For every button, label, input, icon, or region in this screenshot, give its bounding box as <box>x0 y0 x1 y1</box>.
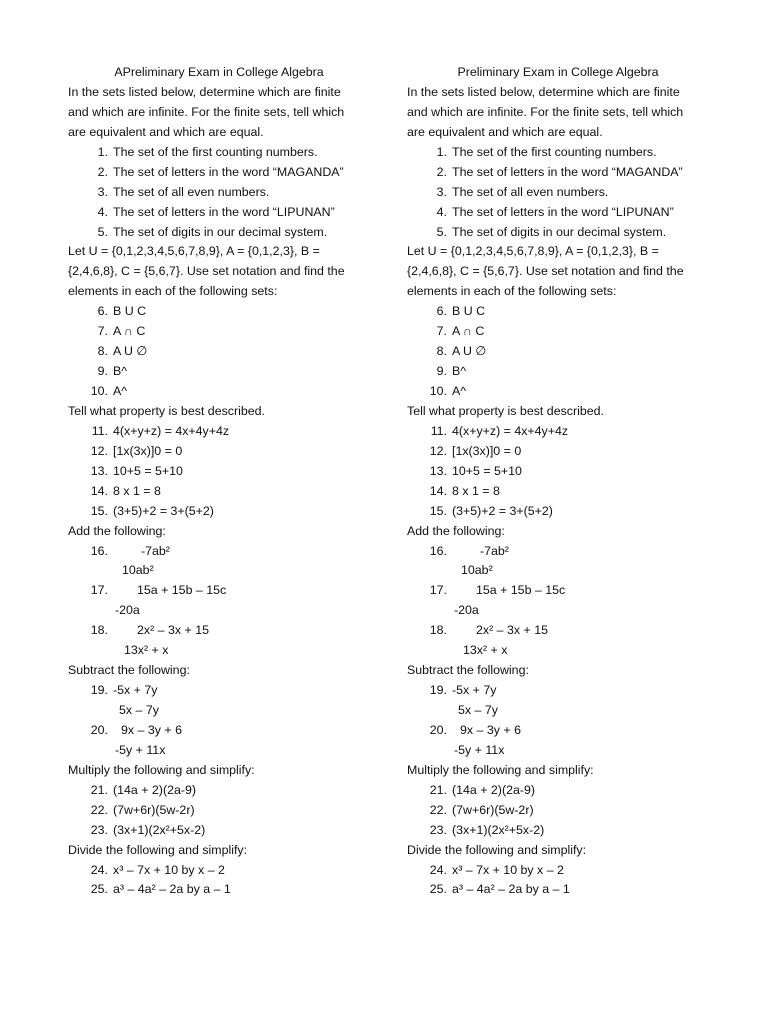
question-item <box>407 581 709 601</box>
question-text: 4(x+y+z) = 4x+4y+4z <box>113 423 230 438</box>
question-number: 11. <box>430 423 447 438</box>
question-item <box>407 302 709 322</box>
question-item <box>407 781 709 801</box>
question-number: 5. <box>436 224 447 239</box>
question-number: 7. <box>436 324 447 339</box>
question-text: B U C <box>452 304 486 319</box>
question-text: 10+5 = 5+10 <box>452 463 522 478</box>
question-item <box>68 801 370 821</box>
question-number: 11. <box>91 423 108 438</box>
question-continuation: 5x – 7y <box>458 703 498 717</box>
question-text: 2x² – 3x + 15 <box>137 623 209 638</box>
question-item <box>68 681 370 701</box>
instruction-text: Let U = {0,1,2,3,4,5,6,7,8,9}, A = {0,1,2,3}, B = <box>407 244 659 259</box>
question-item <box>407 462 709 482</box>
question-item <box>407 422 709 442</box>
question-number: 3. <box>436 184 447 199</box>
question-number: 21. <box>90 782 108 797</box>
question-text: A U ∅ <box>452 344 487 359</box>
question-continuation: -20a <box>454 603 479 618</box>
section-heading: Add the following: <box>68 523 166 538</box>
question-text: (3x+1)(2x²+5x-2) <box>113 822 206 837</box>
question-number: 23. <box>90 822 108 837</box>
question-item <box>68 203 370 223</box>
instruction-text: elements in each of the following sets: <box>68 284 278 299</box>
question-text: -7ab² <box>480 543 509 558</box>
question-text: A^ <box>113 384 128 398</box>
question-number: 4. <box>97 204 108 219</box>
instruction-text: and which are infinite. For the finite sets, tell which <box>68 104 345 119</box>
question-continuation: 10ab² <box>461 563 493 578</box>
question-text: The set of digits in our decimal system. <box>113 224 328 239</box>
question-number: 23. <box>429 822 447 837</box>
question-text: The set of all even numbers. <box>452 184 609 199</box>
question-item <box>68 302 370 322</box>
question-number: 15. <box>429 503 447 518</box>
question-continuation: 13x² + x <box>463 643 508 658</box>
question-number: 18. <box>90 623 108 638</box>
section-heading: Subtract the following: <box>68 663 190 678</box>
question-number: 9. <box>436 364 447 379</box>
question-text: 15a + 15b – 15c <box>137 583 227 598</box>
question-item <box>407 203 709 223</box>
instruction-text: In the sets listed below, determine which are finite <box>68 84 341 99</box>
question-number: 1. <box>436 144 447 159</box>
question-item <box>407 482 709 502</box>
question-continuation: -20a <box>115 603 140 618</box>
question-item <box>68 721 370 741</box>
question-text: 15a + 15b – 15c <box>476 583 566 598</box>
question-item <box>407 342 709 362</box>
question-text: A U ∅ <box>113 344 148 359</box>
question-number: 20. <box>90 722 108 737</box>
question-text: (14a + 2)(2a-9) <box>113 782 196 797</box>
question-continuation: 10ab² <box>122 563 154 578</box>
section-heading: Tell what property is best described. <box>68 403 265 418</box>
question-item <box>68 322 370 342</box>
question-item <box>407 721 709 741</box>
instruction-text: In the sets listed below, determine which are finite <box>407 84 680 99</box>
question-text: a³ – 4a² – 2a by a – 1 <box>113 882 231 897</box>
question-text: The set of all even numbers. <box>113 184 270 199</box>
question-text: The set of the first counting numbers. <box>113 144 318 159</box>
question-item <box>68 880 370 900</box>
question-continuation: 13x² + x <box>124 643 169 658</box>
section-heading: Divide the following and simplify: <box>407 842 587 857</box>
question-text: [1x(3x)]0 = 0 <box>452 443 522 458</box>
question-number: 16. <box>90 543 108 558</box>
section-heading: Add the following: <box>407 523 505 538</box>
question-number: 24. <box>429 862 447 877</box>
question-item <box>68 183 370 203</box>
question-text: -5x + 7y <box>452 683 497 698</box>
question-item <box>407 502 709 522</box>
question-text: (7w+6r)(5w-2r) <box>452 802 534 817</box>
instruction-text: and which are infinite. For the finite sets, tell which <box>407 104 684 119</box>
question-item <box>407 183 709 203</box>
question-text: The set of the first counting numbers. <box>452 144 657 159</box>
question-text: B U C <box>113 304 147 319</box>
question-text: A^ <box>452 384 467 398</box>
question-number: 13. <box>429 463 447 478</box>
question-item <box>407 442 709 462</box>
question-text: A ∩ C <box>452 324 485 339</box>
question-item <box>68 781 370 801</box>
question-number: 3. <box>97 184 108 199</box>
question-text: (3x+1)(2x²+5x-2) <box>452 822 545 837</box>
question-item <box>68 342 370 362</box>
question-item <box>407 322 709 342</box>
question-continuation: 5x – 7y <box>119 703 159 717</box>
question-number: 8. <box>436 344 447 359</box>
question-number: 22. <box>429 802 447 817</box>
question-number: 21. <box>429 782 447 797</box>
question-number: 15. <box>90 503 108 518</box>
section-heading: Divide the following and simplify: <box>68 842 248 857</box>
question-text: 10+5 = 5+10 <box>113 463 183 478</box>
instruction-text: Let U = {0,1,2,3,4,5,6,7,8,9}, A = {0,1,2,3}, B = <box>68 244 320 259</box>
question-item <box>68 482 370 502</box>
question-number: 12. <box>90 443 108 458</box>
question-continuation: -5y + 11x <box>115 742 166 757</box>
question-item <box>68 143 370 163</box>
question-item <box>407 861 709 881</box>
section-heading: Tell what property is best described. <box>407 403 604 418</box>
instruction-text: elements in each of the following sets: <box>407 284 617 299</box>
question-item <box>407 143 709 163</box>
question-number: 6. <box>436 304 447 319</box>
question-text: 8 x 1 = 8 <box>113 483 161 498</box>
question-number: 6. <box>97 304 108 319</box>
question-item <box>68 861 370 881</box>
instruction-text: are equivalent and which are equal. <box>68 124 264 139</box>
question-item <box>68 163 370 183</box>
question-number: 20. <box>429 722 447 737</box>
question-text: 8 x 1 = 8 <box>452 483 500 498</box>
question-number: 18. <box>429 623 447 638</box>
question-item <box>407 163 709 183</box>
question-number: 4. <box>436 204 447 219</box>
question-number: 13. <box>90 463 108 478</box>
question-number: 1. <box>97 144 108 159</box>
section-heading: Subtract the following: <box>407 663 529 678</box>
question-number: 10. <box>90 384 108 398</box>
question-number: 12. <box>429 443 447 458</box>
question-text: The set of letters in the word “LIPUNAN” <box>113 204 335 219</box>
question-number: 16. <box>429 543 447 558</box>
question-number: 17. <box>90 583 108 598</box>
question-number: 19. <box>429 683 447 698</box>
question-number: 25. <box>90 882 108 897</box>
question-item <box>407 223 709 243</box>
question-item <box>68 502 370 522</box>
question-number: 2. <box>436 164 447 179</box>
question-number: 9. <box>97 364 108 379</box>
question-text: The set of letters in the word “MAGANDA” <box>113 164 344 179</box>
question-item <box>407 821 709 841</box>
question-text: [1x(3x)]0 = 0 <box>113 443 183 458</box>
question-text: B^ <box>113 364 128 379</box>
question-text: a³ – 4a² – 2a by a – 1 <box>452 882 570 897</box>
question-text: 9x – 3y + 6 <box>460 722 521 737</box>
question-item <box>407 880 709 900</box>
question-number: 24. <box>90 862 108 877</box>
question-number: 19. <box>90 683 108 698</box>
question-item <box>68 821 370 841</box>
question-text: (14a + 2)(2a-9) <box>452 782 535 797</box>
question-item <box>407 801 709 821</box>
question-item <box>407 362 709 382</box>
question-number: 2. <box>97 164 108 179</box>
question-text: The set of digits in our decimal system. <box>452 224 667 239</box>
question-text: B^ <box>452 364 467 379</box>
question-text: (3+5)+2 = 3+(5+2) <box>113 503 214 518</box>
instruction-text: {2,4,6,8}, C = {5,6,7}. Use set notation and find the <box>407 264 684 279</box>
exam-column-left <box>68 63 370 900</box>
exam-title: Preliminary Exam in College Algebra <box>457 65 659 79</box>
question-number: 10. <box>429 384 447 398</box>
instruction-text: {2,4,6,8}, C = {5,6,7}. Use set notation and find the <box>68 264 345 279</box>
section-heading: Multiply the following and simplify: <box>68 762 255 777</box>
question-item <box>407 621 709 641</box>
question-text: The set of letters in the word “LIPUNAN” <box>452 204 674 219</box>
question-item <box>68 442 370 462</box>
question-text: 4(x+y+z) = 4x+4y+4z <box>452 423 569 438</box>
question-text: x³ – 7x + 10 by x – 2 <box>452 862 564 877</box>
question-item <box>68 581 370 601</box>
question-number: 8. <box>97 344 108 359</box>
question-item <box>407 681 709 701</box>
question-number: 25. <box>429 882 447 897</box>
question-text: 2x² – 3x + 15 <box>476 623 548 638</box>
question-item <box>407 382 709 402</box>
question-text: 9x – 3y + 6 <box>121 722 182 737</box>
exam-column-right <box>407 63 709 900</box>
question-item <box>68 422 370 442</box>
question-item <box>68 223 370 243</box>
question-text: x³ – 7x + 10 by x – 2 <box>113 862 225 877</box>
question-item <box>68 542 370 562</box>
question-item <box>68 382 370 402</box>
question-text: -7ab² <box>141 543 170 558</box>
question-number: 14. <box>90 483 108 498</box>
question-number: 14. <box>429 483 447 498</box>
question-text: -5x + 7y <box>113 683 158 698</box>
question-text: The set of letters in the word “MAGANDA” <box>452 164 683 179</box>
question-number: 7. <box>97 324 108 339</box>
question-item <box>68 362 370 382</box>
question-item <box>407 542 709 562</box>
instruction-text: are equivalent and which are equal. <box>407 124 603 139</box>
question-continuation: -5y + 11x <box>454 742 505 757</box>
question-number: 17. <box>429 583 447 598</box>
exam-title: APreliminary Exam in College Algebra <box>114 65 324 79</box>
question-text: (3+5)+2 = 3+(5+2) <box>452 503 553 518</box>
question-text: (7w+6r)(5w-2r) <box>113 802 195 817</box>
question-text: A ∩ C <box>113 324 146 339</box>
question-number: 22. <box>90 802 108 817</box>
section-heading: Multiply the following and simplify: <box>407 762 594 777</box>
question-number: 5. <box>97 224 108 239</box>
question-item <box>68 621 370 641</box>
question-item <box>68 462 370 482</box>
